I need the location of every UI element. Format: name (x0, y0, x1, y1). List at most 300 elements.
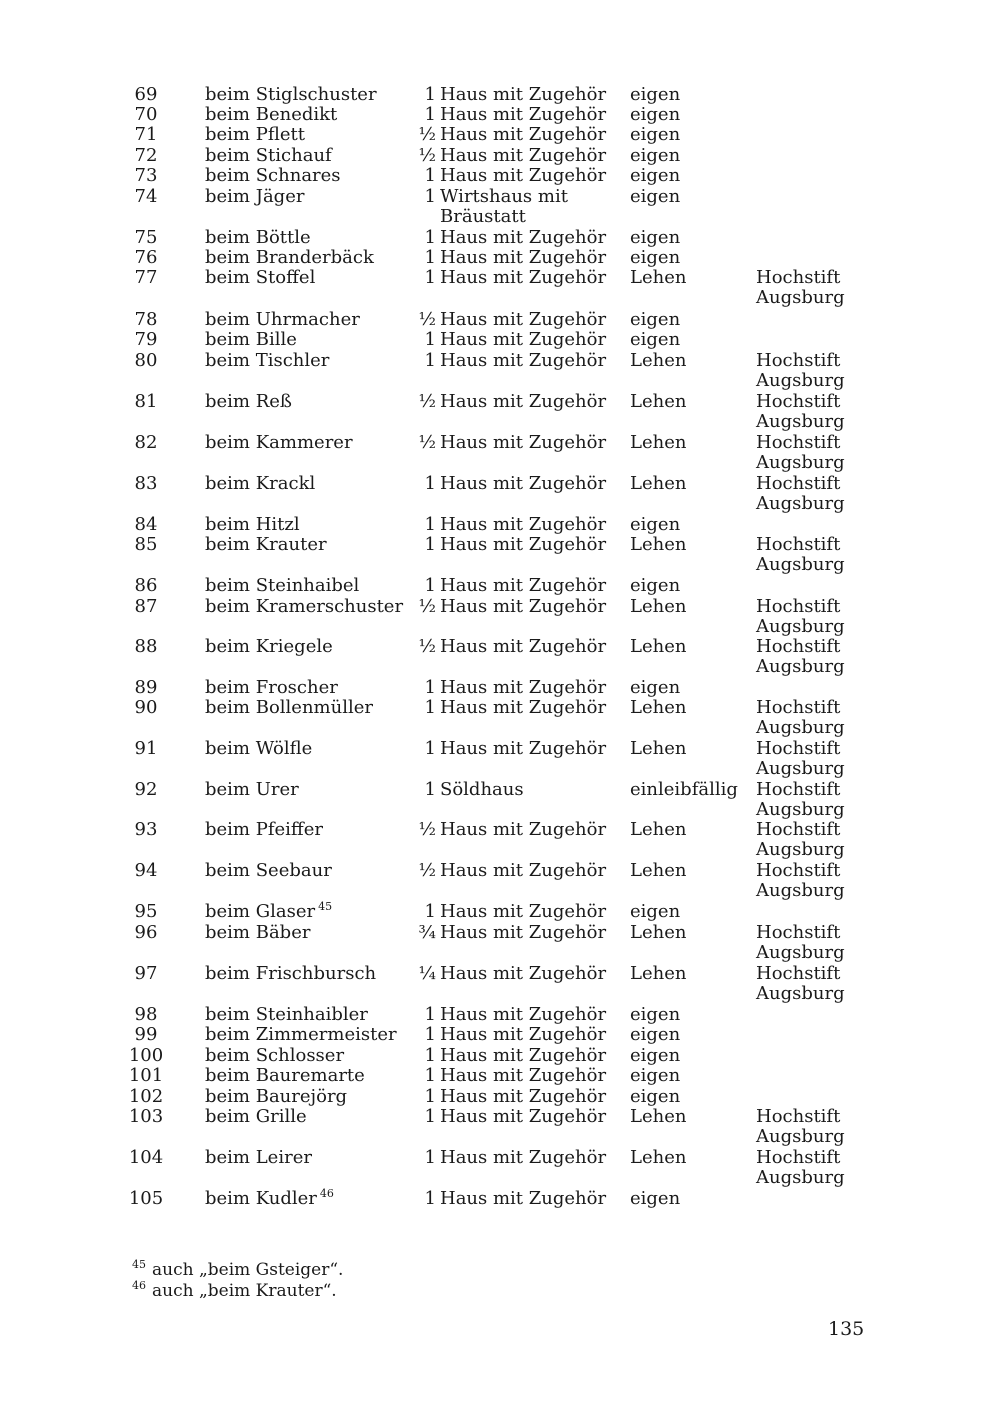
table-row (0, 392, 1000, 432)
tenure-status: eigen (630, 677, 681, 698)
feudal-lord (756, 923, 845, 963)
owner-line: Augsburg (756, 1167, 845, 1188)
house-name-text: beim Böttle (205, 227, 311, 248)
house-name-text: beim Leirer (205, 1147, 312, 1168)
property-description (440, 1189, 606, 1209)
description-line: Haus mit Zugehör (440, 697, 607, 718)
footnote-ref: 46 (319, 1187, 334, 1200)
feudal-lord (756, 739, 845, 779)
description-line: Haus mit Zugehör (440, 1024, 607, 1045)
tenure-status: eigen (630, 1065, 681, 1086)
entry-number: 95 (134, 901, 158, 922)
property-description (440, 125, 606, 145)
house-name (205, 125, 305, 145)
house-name (205, 964, 376, 984)
tenure-status: eigen (630, 514, 681, 535)
entry-number: 76 (134, 247, 158, 268)
share-quantity: 1 (424, 534, 436, 555)
house-name-text: beim Jäger (205, 186, 305, 207)
property-description (440, 248, 606, 268)
owner-line: Hochstift (756, 819, 841, 840)
owner-line: Augsburg (756, 370, 845, 391)
house-name-text: beim Kudler (205, 1188, 317, 1209)
share-quantity: 1 (424, 186, 436, 207)
house-name-text: beim Tischler (205, 350, 330, 371)
house-name-text: beim Pflett (205, 124, 305, 145)
house-name-text: beim Pfeiffer (205, 819, 323, 840)
tenure-status: Lehen (630, 697, 687, 718)
house-name-text: beim Glaser (205, 901, 316, 922)
property-description (440, 576, 606, 596)
tenure-status: Lehen (630, 1147, 687, 1168)
house-name-text: beim Froscher (205, 677, 338, 698)
tenure-status: eigen (630, 1086, 681, 1107)
owner-line: Hochstift (756, 697, 841, 718)
owner-line: Hochstift (756, 473, 841, 494)
description-line: Haus mit Zugehör (440, 267, 607, 288)
share-quantity: ½ (418, 391, 436, 412)
house-name-text: beim Urer (205, 779, 299, 800)
description-line: Haus mit Zugehör (440, 575, 607, 596)
share-quantity: 1 (424, 165, 436, 186)
table-row (0, 187, 1000, 227)
tenure-status: Lehen (630, 267, 687, 288)
feudal-lord (756, 1107, 845, 1147)
property-description (440, 1087, 606, 1107)
table-row (0, 861, 1000, 901)
entry-number: 103 (128, 1106, 164, 1127)
entry-number: 82 (134, 432, 158, 453)
property-description (440, 310, 606, 330)
description-line: Haus mit Zugehör (440, 963, 607, 984)
share-quantity: 1 (424, 350, 436, 371)
entry-number: 79 (134, 329, 158, 350)
tenure-status: eigen (630, 104, 681, 125)
property-description (440, 1046, 606, 1066)
tenure-status: eigen (630, 901, 681, 922)
share-quantity: 1 (424, 514, 436, 535)
share-quantity: 1 (424, 1147, 436, 1168)
footnotes (132, 1260, 343, 1302)
table-row (0, 268, 1000, 308)
house-name-text: beim Kammerer (205, 432, 353, 453)
description-line: Haus mit Zugehör (440, 329, 607, 350)
tenure-status: Lehen (630, 473, 687, 494)
description-line: Haus mit Zugehör (440, 901, 607, 922)
owner-line: Augsburg (756, 717, 845, 738)
owner-line: Augsburg (756, 839, 845, 860)
feudal-lord (756, 392, 845, 432)
entry-number: 86 (134, 575, 158, 596)
share-quantity: ½ (418, 309, 436, 330)
entry-number: 102 (128, 1086, 164, 1107)
house-name (205, 1148, 312, 1168)
property-description (440, 85, 606, 105)
description-line: Haus mit Zugehör (440, 391, 607, 412)
table-row (0, 1107, 1000, 1147)
house-name (205, 248, 374, 268)
description-line: Bräustatt (440, 206, 526, 227)
owner-line: Hochstift (756, 922, 841, 943)
tenure-status: eigen (630, 186, 681, 207)
tenure-status: Lehen (630, 391, 687, 412)
house-name (205, 1005, 368, 1025)
description-line: Haus mit Zugehör (440, 104, 607, 125)
tenure-status: eigen (630, 1004, 681, 1025)
footnote-text: auch „beim Gsteiger“. (152, 1260, 344, 1280)
property-description (440, 1005, 606, 1025)
description-line: Haus mit Zugehör (440, 1045, 607, 1066)
share-quantity: 1 (424, 1045, 436, 1066)
entry-number: 80 (134, 350, 158, 371)
entry-number: 78 (134, 309, 158, 330)
house-name (205, 330, 297, 350)
tenure-status: Lehen (630, 534, 687, 555)
property-description (440, 228, 606, 248)
property-description (440, 187, 568, 227)
property-description (440, 923, 606, 943)
feudal-lord (756, 268, 845, 308)
description-line: Wirtshaus mit (440, 186, 568, 207)
house-name (205, 1025, 397, 1045)
property-description (440, 597, 606, 617)
share-quantity: 1 (424, 677, 436, 698)
entry-number: 99 (134, 1024, 158, 1045)
entry-number: 96 (134, 922, 158, 943)
house-name-text: beim Krauter (205, 534, 327, 555)
entry-number: 71 (134, 124, 158, 145)
entry-number: 101 (128, 1065, 164, 1086)
entry-number: 89 (134, 677, 158, 698)
house-name (205, 1046, 344, 1066)
owner-line: Hochstift (756, 596, 841, 617)
owner-line: Augsburg (756, 616, 845, 637)
share-quantity: 1 (424, 247, 436, 268)
tenure-status: eigen (630, 124, 681, 145)
house-name (205, 739, 312, 759)
house-name (205, 923, 310, 943)
tenure-status: Lehen (630, 922, 687, 943)
footnote (132, 1281, 343, 1302)
house-name (205, 268, 315, 288)
house-name (205, 1066, 365, 1086)
house-name (205, 85, 377, 105)
description-line: Söldhaus (440, 779, 524, 800)
house-name-text: beim Uhrmacher (205, 309, 360, 330)
entry-number: 100 (128, 1045, 164, 1066)
property-description (440, 330, 606, 350)
house-name (205, 637, 333, 657)
description-line: Haus mit Zugehör (440, 227, 607, 248)
description-line: Haus mit Zugehör (440, 860, 607, 881)
description-line: Haus mit Zugehör (440, 1065, 607, 1086)
owner-line: Augsburg (756, 287, 845, 308)
tenure-status: Lehen (630, 738, 687, 759)
house-name-text: beim Hitzl (205, 514, 300, 535)
property-description (440, 351, 606, 371)
property-description (440, 268, 606, 288)
house-name (205, 678, 338, 698)
house-name (205, 902, 332, 922)
entry-number: 74 (134, 186, 158, 207)
house-name-text: beim Bäber (205, 922, 311, 943)
description-line: Haus mit Zugehör (440, 636, 607, 657)
property-description (440, 105, 606, 125)
house-name-text: beim Bille (205, 329, 297, 350)
property-description (440, 1107, 606, 1127)
tenure-status: eigen (630, 575, 681, 596)
house-name-text: beim Reß (205, 391, 292, 412)
house-name-text: beim Seebaur (205, 860, 332, 881)
share-quantity: 1 (424, 1004, 436, 1025)
house-name (205, 861, 332, 881)
owner-line: Augsburg (756, 411, 845, 432)
tenure-status: eigen (630, 1188, 681, 1209)
table-row (0, 1148, 1000, 1188)
entry-number: 81 (134, 391, 158, 412)
share-quantity: ¾ (418, 922, 436, 943)
house-name-text: beim Frischbursch (205, 963, 377, 984)
page-number: 135 (828, 1318, 865, 1340)
tenure-status: eigen (630, 309, 681, 330)
entry-number: 93 (134, 819, 158, 840)
tenure-status: eigen (630, 227, 681, 248)
share-quantity: 1 (424, 267, 436, 288)
footnote-text: auch „beim Krauter“. (152, 1281, 337, 1301)
property-description (440, 166, 606, 186)
property-description (440, 780, 524, 800)
description-line: Haus mit Zugehör (440, 473, 607, 494)
share-quantity: ½ (418, 819, 436, 840)
house-name (205, 228, 311, 248)
owner-line: Augsburg (756, 1126, 845, 1147)
house-name-text: beim Kramerschuster (205, 596, 404, 617)
share-quantity: 1 (424, 84, 436, 105)
owner-line: Augsburg (756, 656, 845, 677)
description-line: Haus mit Zugehör (440, 1086, 607, 1107)
tenure-status: Lehen (630, 350, 687, 371)
property-description (440, 637, 606, 657)
owner-line: Hochstift (756, 267, 841, 288)
entry-number: 72 (134, 145, 158, 166)
tenure-status: eigen (630, 247, 681, 268)
entry-number: 84 (134, 514, 158, 535)
table-row (0, 351, 1000, 391)
tenure-status: Lehen (630, 819, 687, 840)
share-quantity: 1 (424, 697, 436, 718)
table-row (0, 1189, 1000, 1229)
house-name-text: beim Steinhaibel (205, 575, 360, 596)
owner-line: Augsburg (756, 942, 845, 963)
house-name-text: beim Bollenmüller (205, 697, 373, 718)
description-line: Haus mit Zugehör (440, 738, 607, 759)
house-name (205, 1189, 334, 1209)
house-name (205, 433, 353, 453)
property-description (440, 902, 606, 922)
owner-line: Hochstift (756, 636, 841, 657)
table-row (0, 433, 1000, 473)
house-name (205, 146, 332, 166)
feudal-lord (756, 780, 845, 820)
entry-number: 75 (134, 227, 158, 248)
property-description (440, 861, 606, 881)
footnote-number: 46 (132, 1279, 146, 1293)
feudal-lord (756, 964, 845, 1004)
entry-number: 73 (134, 165, 158, 186)
table-row (0, 780, 1000, 820)
feudal-lord (756, 535, 845, 575)
owner-line: Hochstift (756, 1147, 841, 1168)
property-description (440, 146, 606, 166)
house-name-text: beim Stiglschuster (205, 84, 377, 105)
share-quantity: 1 (424, 738, 436, 759)
entry-number: 88 (134, 636, 158, 657)
share-quantity: 1 (424, 329, 436, 350)
property-description (440, 820, 606, 840)
house-name (205, 166, 341, 186)
entry-number: 70 (134, 104, 158, 125)
house-name-text: beim Stoffel (205, 267, 316, 288)
share-quantity: 1 (424, 227, 436, 248)
feudal-lord (756, 637, 845, 677)
property-description (440, 678, 606, 698)
feudal-lord (756, 597, 845, 637)
entry-number: 83 (134, 473, 158, 494)
owner-line: Hochstift (756, 534, 841, 555)
entry-number: 97 (134, 963, 158, 984)
property-description (440, 964, 606, 984)
table-row (0, 474, 1000, 514)
house-name-text: beim Steinhaibler (205, 1004, 368, 1025)
house-name (205, 310, 360, 330)
house-name-text: beim Zimmermeister (205, 1024, 397, 1045)
table-row (0, 637, 1000, 677)
table-row (0, 820, 1000, 860)
tenure-status: einleibfällig (630, 779, 738, 800)
owner-line: Hochstift (756, 1106, 841, 1127)
entry-number: 94 (134, 860, 158, 881)
feudal-lord (756, 861, 845, 901)
description-line: Haus mit Zugehör (440, 1004, 607, 1025)
entry-number: 98 (134, 1004, 158, 1025)
entry-number: 105 (128, 1188, 164, 1209)
house-name-text: beim Bauremarte (205, 1065, 365, 1086)
share-quantity: 1 (424, 1188, 436, 1209)
house-name-text: beim Krackl (205, 473, 316, 494)
house-name (205, 698, 373, 718)
house-name-text: beim Schnares (205, 165, 341, 186)
feudal-lord (756, 351, 845, 391)
share-quantity: ½ (418, 596, 436, 617)
tenure-status: Lehen (630, 432, 687, 453)
table-row (0, 739, 1000, 779)
house-name (205, 474, 315, 494)
share-quantity: ½ (418, 145, 436, 166)
description-line: Haus mit Zugehör (440, 922, 607, 943)
tenure-status: eigen (630, 84, 681, 105)
house-name (205, 597, 403, 617)
house-name (205, 515, 300, 535)
feudal-lord (756, 474, 845, 514)
table-row (0, 535, 1000, 575)
share-quantity: 1 (424, 1106, 436, 1127)
owner-line: Hochstift (756, 738, 841, 759)
owner-line: Hochstift (756, 432, 841, 453)
description-line: Haus mit Zugehör (440, 432, 607, 453)
share-quantity: ½ (418, 860, 436, 881)
description-line: Haus mit Zugehör (440, 145, 607, 166)
description-line: Haus mit Zugehör (440, 514, 607, 535)
share-quantity: 1 (424, 779, 436, 800)
tenure-status: eigen (630, 329, 681, 350)
share-quantity: 1 (424, 1065, 436, 1086)
owner-line: Hochstift (756, 860, 841, 881)
table-row (0, 597, 1000, 637)
share-quantity: 1 (424, 575, 436, 596)
entry-number: 85 (134, 534, 158, 555)
house-name (205, 535, 327, 555)
footnote (132, 1260, 343, 1281)
property-description (440, 1066, 606, 1086)
property-description (440, 433, 606, 453)
house-name (205, 780, 299, 800)
house-name (205, 820, 323, 840)
entry-number: 90 (134, 697, 158, 718)
house-name-text: beim Schlosser (205, 1045, 345, 1066)
house-name-text: beim Stichauf (205, 145, 332, 166)
house-name-text: beim Branderbäck (205, 247, 374, 268)
description-line: Haus mit Zugehör (440, 534, 607, 555)
property-description (440, 698, 606, 718)
footnote-ref: 45 (318, 900, 333, 913)
entry-number: 77 (134, 267, 158, 288)
description-line: Haus mit Zugehör (440, 596, 607, 617)
description-line: Haus mit Zugehör (440, 1188, 607, 1209)
house-name-text: beim Benedikt (205, 104, 338, 125)
property-description (440, 1148, 606, 1168)
tenure-status: eigen (630, 165, 681, 186)
table-row (0, 964, 1000, 1004)
property-description (440, 515, 606, 535)
description-line: Haus mit Zugehör (440, 1147, 607, 1168)
description-line: Haus mit Zugehör (440, 677, 607, 698)
entry-number: 104 (128, 1147, 164, 1168)
house-name (205, 351, 329, 371)
description-line: Haus mit Zugehör (440, 1106, 607, 1127)
description-line: Haus mit Zugehör (440, 309, 607, 330)
house-name (205, 1087, 347, 1107)
description-line: Haus mit Zugehör (440, 819, 607, 840)
entry-number: 91 (134, 738, 158, 759)
feudal-lord (756, 1148, 845, 1188)
share-quantity: ¼ (418, 963, 436, 984)
house-name (205, 576, 359, 596)
tenure-status: eigen (630, 1045, 681, 1066)
owner-line: Augsburg (756, 758, 845, 779)
house-name (205, 392, 292, 412)
house-name (205, 1107, 307, 1127)
share-quantity: 1 (424, 1024, 436, 1045)
house-name-text: beim Wölfle (205, 738, 313, 759)
share-quantity: 1 (424, 1086, 436, 1107)
entry-number: 92 (134, 779, 158, 800)
share-quantity: 1 (424, 473, 436, 494)
house-name-text: beim Grille (205, 1106, 307, 1127)
property-description (440, 739, 606, 759)
share-quantity: 1 (424, 901, 436, 922)
house-name (205, 187, 304, 207)
house-name-text: beim Baurejörg (205, 1086, 348, 1107)
